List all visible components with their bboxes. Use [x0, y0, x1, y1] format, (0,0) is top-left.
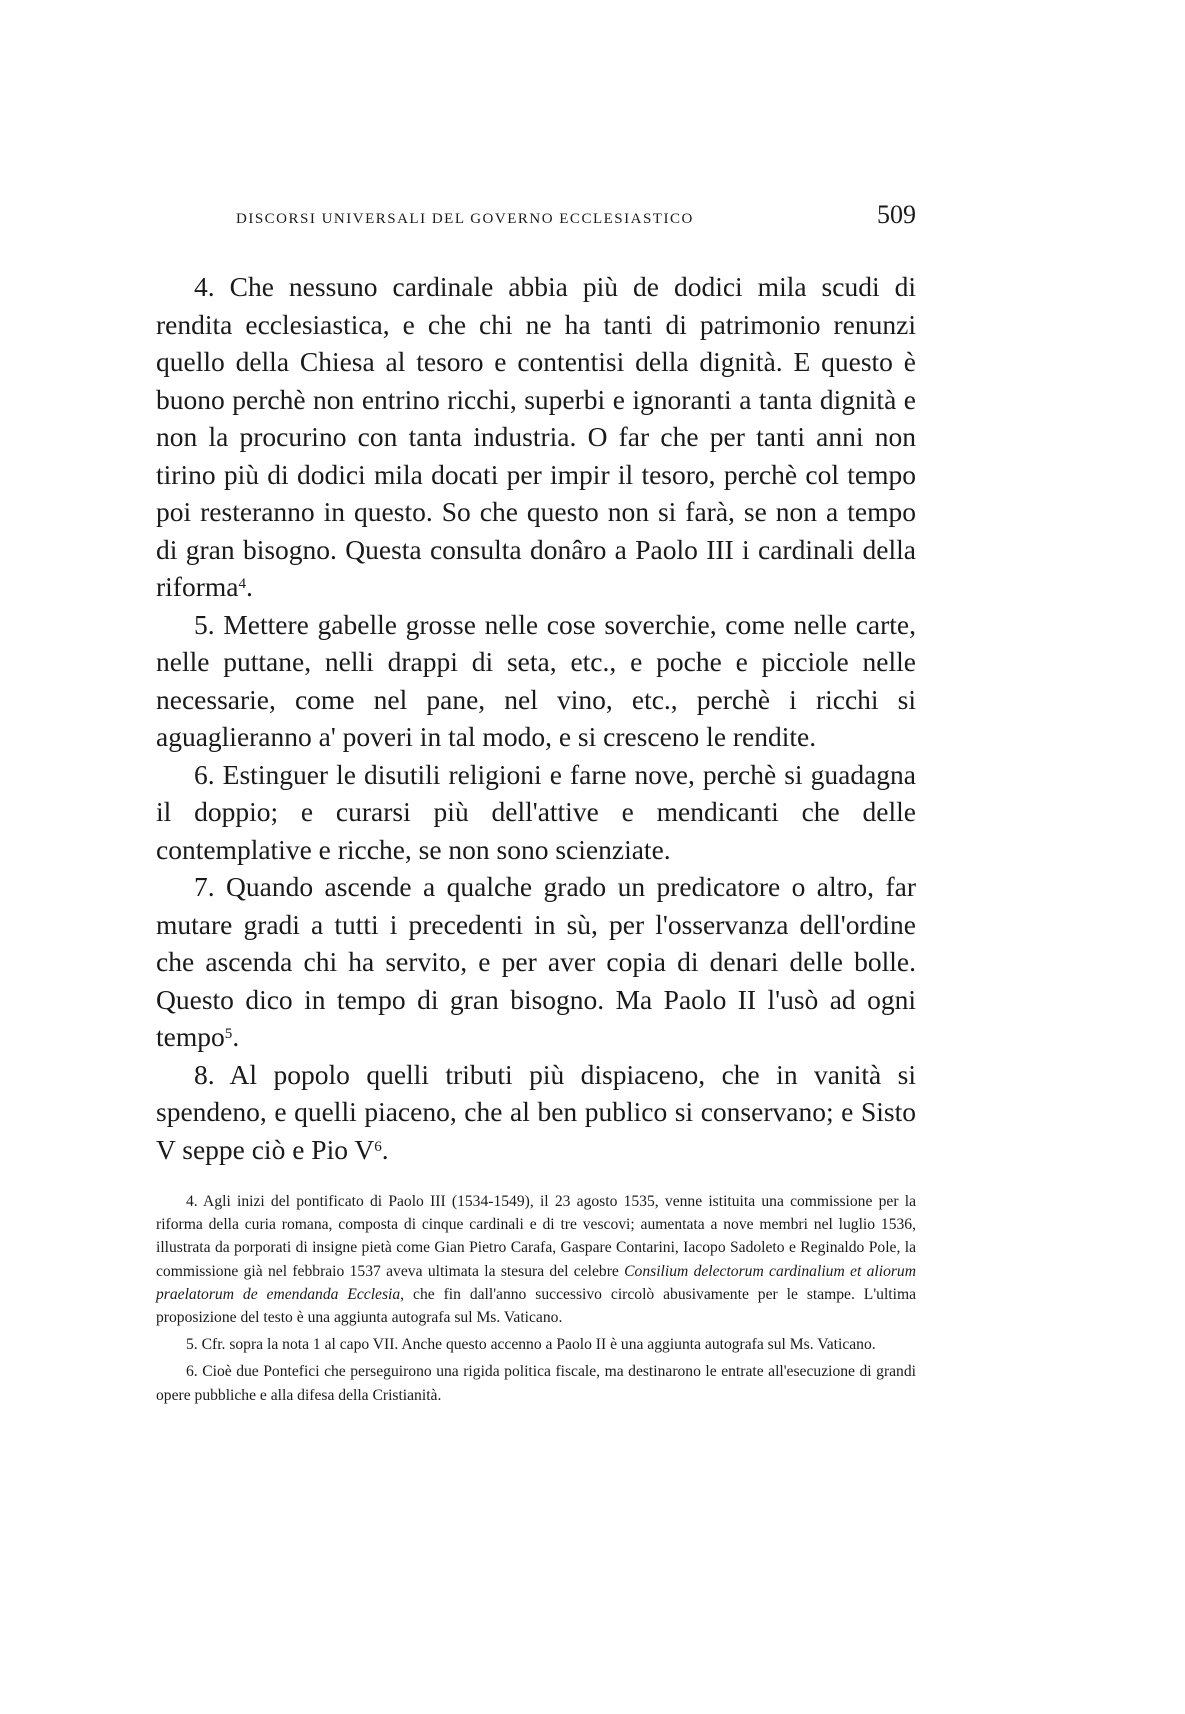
footnote-ref: 5	[224, 1026, 233, 1042]
footnote-4	[156, 1190, 916, 1329]
paragraph-text-end: .	[232, 1021, 240, 1052]
paragraph-4	[156, 268, 916, 606]
page-number: 509	[877, 200, 916, 229]
footnote-6	[156, 1360, 916, 1406]
paragraph-text-end: .	[246, 571, 253, 602]
footnote-ref: 4	[238, 576, 247, 592]
footnote-text: 6. Cioè due Pontefici che perseguirono una rigida politica fiscale, ma destinarono le entrate all'esecuzione di grandi opere pubbliche e alla difesa della Cristianità.	[156, 1363, 916, 1404]
main-text	[156, 268, 916, 1168]
running-title: DISCORSI UNIVERSALI DEL GOVERNO ECCLESIASTICO	[236, 211, 694, 227]
paragraph-text: 7. Quando ascende a qualche grado un predicatore o altro, far mutare gradi a tutti i precedenti in sù, per l'osservanza dell'ordine che ascenda chi ha servito, e per aver copia di denari delle bolle. Questo dico in tempo di gran bisogno. Ma Paolo II l'usò ad ogni tempo	[156, 871, 916, 1052]
paragraph-text: 6. Estinguer le disutili religioni e farne nove, perchè si guadagna il doppio; e curarsi più dell'attive e mendicanti che delle contemplative e ricche, se non sono scienziate.	[156, 758, 916, 865]
footnote-text-end: che fin dall'anno successivo circolò abusivamente per le stampe. L'ultima proposizione del testo è una aggiunta autografa sul Ms. Vaticano.	[156, 1285, 916, 1327]
paragraph-7	[156, 868, 916, 1056]
footnote-text: 5. Cfr. sopra la nota 1 al capo VII. Anche questo accenno a Paolo II è una aggiunta autografa sul Ms. Vaticano.	[186, 1336, 876, 1354]
paragraph-text: 5. Mettere gabelle grosse nelle cose soverchie, come nelle carte, nelle puttane, nelli drappi di seta, etc., e poche e picciole nelle necessarie, come nel pane, nel vino, etc., perchè i ricchi si aguaglieranno a' poveri in tal modo, e si cresceno le rendite.	[156, 608, 916, 752]
paragraph-text: 8. Al popolo quelli tributi più dispiaceno, che in vanità si spendeno, e quelli piaceno, che al ben publico si conservano; e Sisto V seppe ciò e Pio V	[156, 1058, 916, 1165]
paragraph-5	[156, 606, 916, 756]
footnote-5	[156, 1333, 916, 1356]
running-head	[236, 200, 916, 230]
paragraph-6	[156, 756, 916, 869]
footnote-text: 4. Agli inizi del pontificato di Paolo III (1534-1549), il 23 agosto 1535, venne istituita una commissione per la riforma della curia romana, composta di cinque cardinali e di tre vescovi; aumentata a nove membri nel luglio 1536, illustrata da porporati di insigne pietà come Gian Pietro Carafa, Gaspare Contarini, Iacopo Sadoleto e Reginaldo Pole, la commissione già nel febbraio 1537 aveva ultimata la stesura del celebre	[156, 1193, 916, 1280]
paragraph-text: 4. Che nessuno cardinale abbia più de dodici mila scudi di rendita ecclesiastica, e che chi ne ha tanti di patrimonio renunzi quello della Chiesa al tesoro e contentisi della dignità. E questo è buono perchè non entrino ricchi, superbi e ignoranti a tanta dignità e non la procurino con tanta industria. O far che per tanti anni non tirino più di dodici mila docati per impir il tesoro, perchè col tempo poi resteranno in questo. So che questo non si farà, se non a tempo di gran bisogno. Questa consulta donâro a Paolo III i cardinali della riforma	[156, 271, 916, 602]
paragraph-8	[156, 1056, 916, 1169]
footnote-italic-title: Consilium delectorum cardinalium et aliorum praelatorum de emendanda Ecclesia,	[156, 1262, 916, 1303]
footnote-ref: 6	[374, 1138, 382, 1155]
footnotes	[156, 1190, 916, 1411]
paragraph-text-end: .	[381, 1133, 389, 1165]
